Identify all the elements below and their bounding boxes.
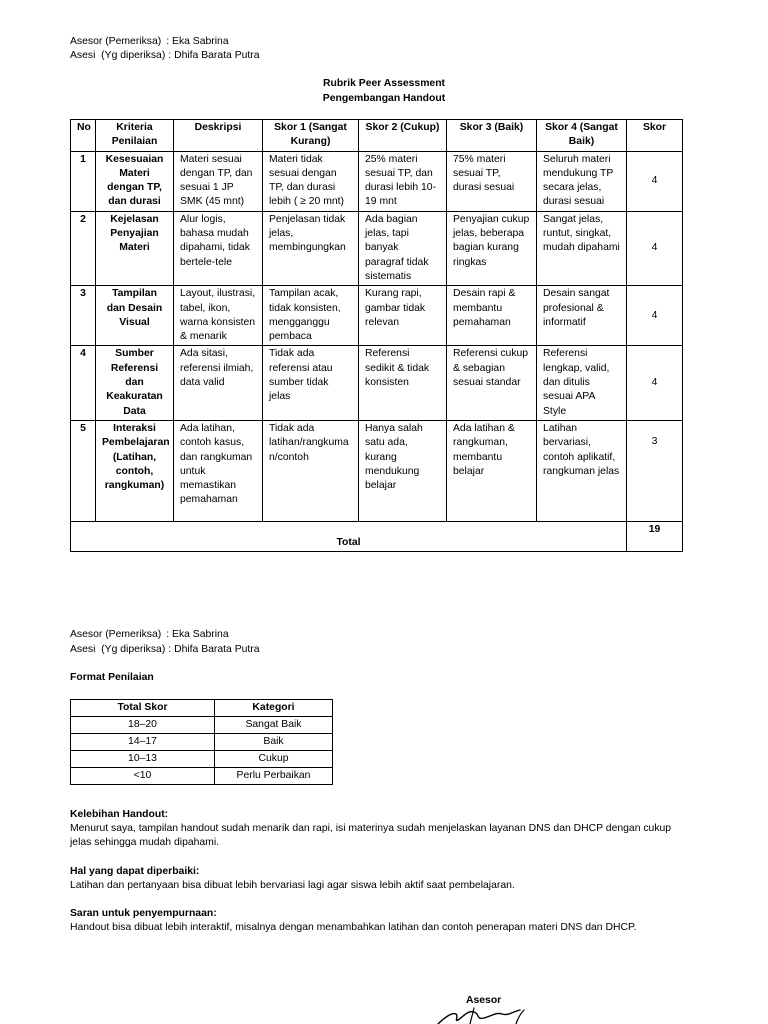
assessee-value: : Dhifa Barata Putra [168, 644, 260, 655]
row-no: 5 [71, 420, 96, 521]
row-kriteria: Interaksi Pembelajaran (Latihan, contoh, rangkuman) [96, 420, 174, 521]
format-table [70, 699, 333, 785]
format-col-kategori: Kategori [215, 700, 333, 717]
assessee-label: Asesi (Yg diperiksa) [70, 644, 166, 655]
assessor-value: : Eka Sabrina [166, 36, 229, 47]
row-skor2: Referensi sedikit & tidak konsisten [359, 346, 447, 420]
format-total: 10–13 [71, 751, 215, 768]
format-kategori: Baik [215, 734, 333, 751]
row-skor4: Seluruh materi mendukung TP secara jelas, durasi sesuai [537, 151, 627, 211]
row-skor1: Tampilan acak, tidak konsisten, mengganggu pembaca [263, 286, 359, 346]
row-skor: 3 [627, 420, 683, 521]
row-deskripsi: Ada sitasi, referensi ilmiah, data valid [174, 346, 263, 420]
format-col-total: Total Skor [71, 700, 215, 717]
saran-text: Handout bisa dibuat lebih interaktif, misalnya dengan menambahkan latihan dan contoh penerapan materi DNS dan DHCP. [70, 922, 637, 933]
assessee-value: : Dhifa Barata Putra [168, 50, 260, 61]
row-no: 3 [71, 286, 96, 346]
kelebihan-heading: Kelebihan Handout: [70, 809, 169, 820]
table-row [71, 717, 333, 734]
saran-heading: Saran untuk penyempurnaan: [70, 908, 217, 919]
assessor-label: Asesor (Pemeriksa) [70, 629, 162, 640]
assessor-line-top [70, 35, 229, 49]
row-skor: 4 [627, 151, 683, 211]
row-skor3: Desain rapi & membantu pemahaman [447, 286, 537, 346]
col-header-deskripsi: Deskripsi [174, 120, 263, 152]
assessee-line-top [70, 49, 260, 63]
format-header-row [71, 700, 333, 717]
kelebihan-line-2: jelas sehingga mudah dipahami. [70, 837, 220, 848]
assessor-label: Asesor (Pemeriksa) [70, 36, 162, 47]
signature-image [430, 1004, 540, 1024]
row-kriteria: Kejelasan Penyajian Materi [96, 211, 174, 285]
row-skor4: Latihan bervariasi, contoh aplikatif, rangkuman jelas [537, 420, 627, 521]
col-header-no: No [71, 120, 96, 152]
rubric-subtitle: Pengembangan Handout [322, 93, 446, 104]
format-total: 18–20 [71, 717, 215, 734]
row-kriteria: Sumber Referensi dan Keakuratan Data [96, 346, 174, 420]
col-header-skor2: Skor 2 (Cukup) [359, 120, 447, 152]
format-heading: Format Penilaian [70, 672, 154, 683]
row-deskripsi: Materi sesuai dengan TP, dan sesuai 1 JP SMK (45 mnt) [174, 151, 263, 211]
table-row [71, 734, 333, 751]
format-kategori: Sangat Baik [215, 717, 333, 734]
col-header-skor1: Skor 1 (Sangat Kurang) [263, 120, 359, 152]
row-skor2: Kurang rapi, gambar tidak relevan [359, 286, 447, 346]
row-kriteria: Tampilan dan Desain Visual [96, 286, 174, 346]
row-no: 1 [71, 151, 96, 211]
assessee-label: Asesi (Yg diperiksa) [70, 50, 166, 61]
format-total: <10 [71, 768, 215, 785]
col-header-skor4: Skor 4 (Sangat Baik) [537, 120, 627, 152]
format-kategori: Cukup [215, 751, 333, 768]
row-skor3: Penyajian cukup jelas, beberapa bagian kurang ringkas [447, 211, 537, 285]
rubric-header-row [71, 120, 683, 152]
row-kriteria: Kesesuaian Materi dengan TP, dan durasi [96, 151, 174, 211]
col-header-skor: Skor [627, 120, 683, 152]
table-row [71, 286, 683, 346]
row-skor1: Penjelasan tidak jelas, membingungkan [263, 211, 359, 285]
row-skor1: Tidak ada referensi atau sumber tidak jelas [263, 346, 359, 420]
assessee-line-bottom [70, 643, 260, 657]
row-skor2: Hanya salah satu ada, kurang mendukung belajar [359, 420, 447, 521]
row-skor1: Tidak ada latihan/rangkuma n/contoh [263, 420, 359, 521]
row-skor3: Referensi cukup & sebagian sesuai standar [447, 346, 537, 420]
row-no: 4 [71, 346, 96, 420]
row-skor: 4 [627, 346, 683, 420]
row-skor4: Referensi lengkap, valid, dan ditulis sesuai APA Style [537, 346, 627, 420]
row-skor3: 75% materi sesuai TP, durasi sesuai [447, 151, 537, 211]
row-skor: 4 [627, 211, 683, 285]
row-skor: 4 [627, 286, 683, 346]
assessor-value: : Eka Sabrina [166, 629, 229, 640]
perbaikan-text: Latihan dan pertanyaan bisa dibuat lebih bervariasi lagi agar siswa lebih aktif saat pembelajaran. [70, 880, 515, 891]
perbaikan-heading: Hal yang dapat diperbaiki: [70, 866, 200, 877]
row-deskripsi: Ada latihan, contoh kasus, dan rangkuman untuk memastikan pemahaman [174, 420, 263, 521]
row-deskripsi: Alur logis, bahasa mudah dipahami, tidak bertele-tele [174, 211, 263, 285]
table-row [71, 751, 333, 768]
table-row [71, 768, 333, 785]
rubric-title: Rubrik Peer Assessment [322, 78, 446, 89]
col-header-kriteria: Kriteria Penilaian [96, 120, 174, 152]
format-kategori: Perlu Perbaikan [215, 768, 333, 785]
table-row [71, 211, 683, 285]
signature-label: Asesor [466, 995, 502, 1006]
table-row [71, 346, 683, 420]
row-skor3: Ada latihan & rangkuman, membantu belajar [447, 420, 537, 521]
table-row [71, 420, 683, 521]
table-row [71, 151, 683, 211]
row-deskripsi: Layout, ilustrasi, tabel, ikon, warna konsisten & menarik [174, 286, 263, 346]
row-skor2: 25% materi sesuai TP, dan durasi lebih 10-19 mnt [359, 151, 447, 211]
row-skor4: Sangat jelas, runtut, singkat, mudah dipahami [537, 211, 627, 285]
row-skor1: Materi tidak sesuai dengan TP, dan durasi lebih ( ≥ 20 mnt) [263, 151, 359, 211]
total-value: 19 [627, 521, 683, 551]
format-total: 14–17 [71, 734, 215, 751]
total-row [71, 521, 683, 551]
assessor-line-bottom [70, 628, 229, 642]
row-skor2: Ada bagian jelas, tapi banyak paragraf tidak sistematis [359, 211, 447, 285]
rubric-table [70, 119, 683, 552]
row-skor4: Desain sangat profesional & informatif [537, 286, 627, 346]
total-label: Total [71, 521, 627, 551]
kelebihan-line-1: Menurut saya, tampilan handout sudah menarik dan rapi, isi materinya sudah menjelaskan layanan DNS dan DHCP dengan cukup [70, 823, 672, 834]
col-header-skor3: Skor 3 (Baik) [447, 120, 537, 152]
row-no: 2 [71, 211, 96, 285]
